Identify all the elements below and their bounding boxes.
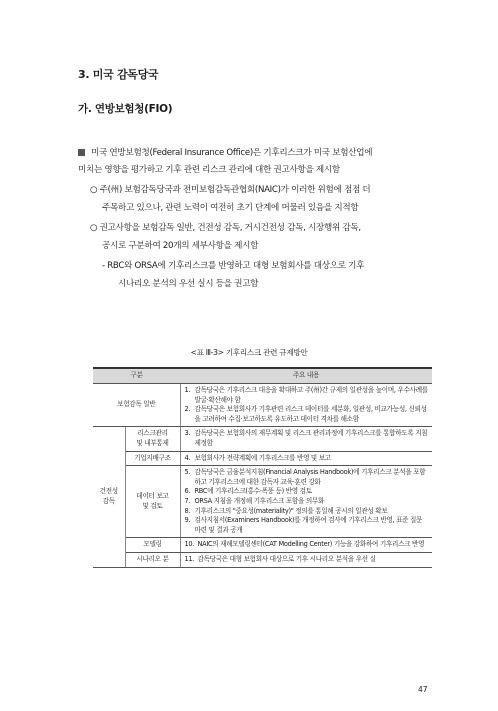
content-item bbox=[185, 487, 429, 497]
content-cell bbox=[180, 427, 432, 451]
category-cell: 데이터 보고 및 검토 bbox=[125, 466, 180, 538]
item-text: 검사지침서(Examiners Handbook)를 개정하여 검사에 기후리스크 반영, 표준 질문 마련 및 결과 공개 bbox=[194, 516, 423, 534]
table-row bbox=[93, 466, 432, 538]
table-row bbox=[93, 384, 432, 427]
content-item bbox=[185, 405, 429, 424]
item-number: 11. bbox=[184, 554, 195, 563]
category-cell: 시나리오 분 bbox=[125, 552, 180, 567]
item-text: 기후리스크의 "중요성(materiality)" 정의를 통일해 공시의 일관성 확보 bbox=[194, 506, 388, 515]
item-text: RBC에 기후리스크(홍수·폭풍 등) 반영 검토 bbox=[194, 487, 312, 496]
page-number: 47 bbox=[418, 685, 428, 694]
item-text: 보험회사가 전략계획에 기후리스크를 반영 및 보고 bbox=[194, 453, 331, 462]
content-item bbox=[185, 555, 429, 565]
item-number: 10. bbox=[184, 540, 195, 549]
content-cell bbox=[180, 466, 432, 538]
item-text: NAIC의 재해모델링센터(CAT Modelling Center) 기능을 강화하여 기후리스크 반영 bbox=[197, 540, 425, 549]
table-caption: <표 Ⅲ-3> 기후리스크 관련 규제방안 bbox=[190, 348, 308, 357]
paragraph-4-line-1: - RBC와 ORSA에 기후리스크를 반영하고 대형 보험회사를 대상으로 기후 bbox=[102, 261, 365, 271]
item-number: 6. bbox=[184, 487, 191, 496]
paragraph-3-line-1: ○ 권고사항을 보험감독 일반, 건전성 감독, 거시건전성 감독, 시장행위 감독, bbox=[90, 223, 361, 233]
table-row bbox=[93, 451, 432, 466]
category-cell: 보험감독 일반 bbox=[93, 384, 180, 427]
content-item bbox=[185, 540, 429, 550]
paragraph-3-line-2: 공시로 구분하여 20개의 세부사항을 제시함 bbox=[102, 241, 259, 251]
item-number: 1. bbox=[184, 386, 191, 394]
paragraph-text: 미국 연방보험청(Federal Insurance Office)은 기후리스크가 미국 보험산업에 bbox=[91, 148, 373, 158]
content-item bbox=[185, 497, 429, 507]
item-text: 감독당국은 기후리스크 대응을 확대하고 주(州)간 규제의 일관성을 높이며, 우수사례를 발굴·확산해야 함 bbox=[194, 386, 428, 404]
item-number: 4. bbox=[184, 453, 191, 462]
table-row bbox=[93, 427, 432, 451]
item-text: 감독당국은 금융분석지침(Financial Analysis Handbook)에 기후리스크 분석을 포함하고 기후리스크에 대한 감독자 교육·훈련 강화 bbox=[194, 468, 426, 486]
paragraph-2-line-1: ○ 주(州) 보험감독당국과 전미보험감독관협회(NAIC)가 이러한 위험에 점점 더 bbox=[90, 185, 371, 195]
category-cell: 리스크관리 및 내부통제 bbox=[125, 427, 180, 451]
item-number: 5. bbox=[184, 468, 191, 477]
content-cell bbox=[180, 538, 432, 553]
item-number: 7. bbox=[184, 496, 191, 505]
paragraph-2-line-2: 주목하고 있으나, 관련 노력이 여전히 초기 단계에 머물러 있음을 지적함 bbox=[102, 203, 359, 213]
content-cell bbox=[180, 451, 432, 466]
content-item bbox=[185, 516, 429, 535]
group-label-cell: 건전성 감독 bbox=[93, 427, 125, 567]
section-title: 3. 미국 감독당국 bbox=[78, 68, 159, 81]
paragraph-1-line-2: 미치는 영향을 평가하고 기후 관련 리스크 관리에 대한 권고사항을 제시함 bbox=[78, 165, 340, 175]
content-item bbox=[185, 386, 429, 405]
item-text: ORSA 지침을 개정해 기후리스크 포함을 의무화 bbox=[194, 496, 325, 505]
item-number: 3. bbox=[184, 429, 191, 438]
subsection-title: 가. 연방보험청(FIO) bbox=[78, 103, 173, 115]
item-number: 2. bbox=[184, 405, 191, 414]
content-item bbox=[185, 429, 429, 448]
table-header-row bbox=[93, 368, 432, 384]
content-item bbox=[185, 507, 429, 517]
header-content: 주요 내용 bbox=[180, 368, 432, 384]
paragraph-4-line-2: 시나리오 분석의 우선 실시 등을 권고함 bbox=[118, 279, 259, 289]
item-number: 8. bbox=[184, 506, 191, 515]
content-item bbox=[185, 454, 429, 464]
item-text: 감독당국은 보험회사의 재무계획 및 리스크 관리과정에 기후리스크를 통합하도록 지침 제정함 bbox=[194, 429, 428, 447]
item-number: 9. bbox=[184, 516, 191, 525]
table-row bbox=[93, 552, 432, 567]
item-text: 감독당국은 대형 보험회사 대상으로 기후 시나리오 분석을 우선 실 bbox=[197, 554, 376, 563]
content-item bbox=[185, 468, 429, 487]
regulation-table bbox=[93, 367, 432, 568]
category-cell: 기업지배구조 bbox=[125, 451, 180, 466]
table-body bbox=[93, 384, 432, 568]
content-cell bbox=[180, 552, 432, 567]
paragraph-1-line-1 bbox=[78, 145, 372, 162]
table-row bbox=[93, 538, 432, 553]
content-cell bbox=[180, 384, 432, 427]
category-cell: 모델링 bbox=[125, 538, 180, 553]
item-text: 감독당국은 보험회사가 기후관련 리스크 데이터를 세분화, 일관성, 비교가능성, 신뢰성을 고려하여 수집·보고하도록 유도하고 데이터 격차를 해소함 bbox=[194, 405, 427, 423]
square-bullet-icon bbox=[78, 149, 85, 156]
header-category: 구분 bbox=[93, 368, 180, 384]
